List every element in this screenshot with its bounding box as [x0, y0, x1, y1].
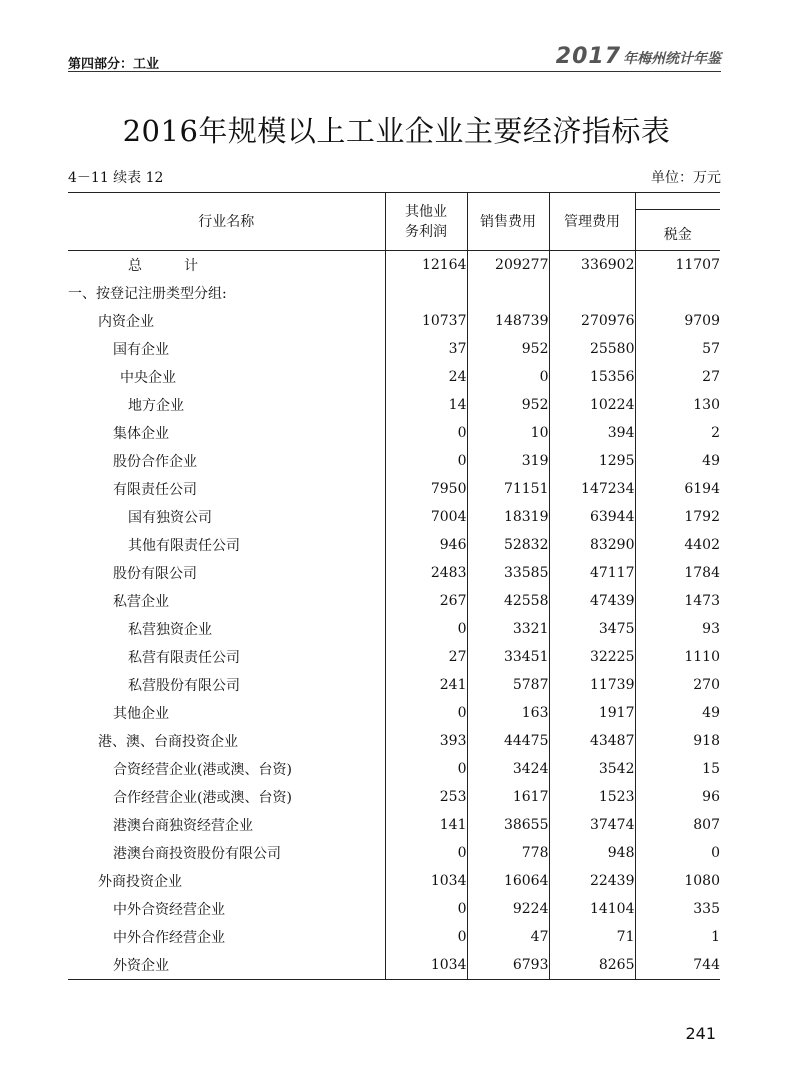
section-header: 第四部分：工业: [68, 57, 160, 72]
column-header-industry: 行业名称: [198, 213, 255, 230]
cell-admin-expense: 147234: [549, 475, 635, 503]
table-row: [68, 923, 720, 951]
row-label: 私营企业: [113, 594, 169, 610]
cell-admin-expense: 1523: [549, 783, 635, 811]
table-row: [68, 475, 720, 503]
cell-admin-expense: 43487: [549, 727, 635, 755]
row-label: 私营独资企业: [128, 622, 212, 638]
column-header-other-profit: [385, 193, 467, 251]
row-label: 地方企业: [128, 398, 184, 414]
cell-sales-expense: 71151: [467, 475, 549, 503]
cell-tax: 93: [635, 615, 720, 643]
cell-tax: 9709: [635, 307, 720, 335]
cell-sales-expense: 33451: [467, 643, 549, 671]
cell-admin-expense: 14104: [549, 895, 635, 923]
row-label: 中外合资经营企业: [113, 902, 225, 918]
cell-admin-expense: 47439: [549, 587, 635, 615]
row-label: 港澳台商独资经营企业: [113, 818, 253, 834]
row-label: 外商投资企业: [98, 874, 182, 890]
cell-sales-expense: 952: [467, 335, 549, 363]
row-label: 其他企业: [113, 706, 169, 722]
cell-sales-expense: 163: [467, 699, 549, 727]
cell-tax: 11707: [635, 251, 720, 280]
cell-other-profit: 7950: [385, 475, 467, 503]
row-label: 中外合作经营企业: [113, 930, 225, 946]
cell-admin-expense: 1917: [549, 699, 635, 727]
cell-other-profit: 0: [385, 923, 467, 951]
cell-sales-expense: 3321: [467, 615, 549, 643]
cell-other-profit: [385, 279, 467, 307]
cell-sales-expense: 5787: [467, 671, 549, 699]
cell-admin-expense: 63944: [549, 503, 635, 531]
table-row: [68, 839, 720, 867]
table-row: [68, 587, 720, 615]
row-label: 一、按登记注册类型分组:: [68, 286, 227, 302]
cell-tax: 4402: [635, 531, 720, 559]
cell-admin-expense: 32225: [549, 643, 635, 671]
table-row: [68, 671, 720, 699]
row-label: 港澳台商投资股份有限公司: [113, 846, 281, 862]
cell-tax: 807: [635, 811, 720, 839]
row-label: 有限责任公司: [113, 482, 197, 498]
cell-admin-expense: 1295: [549, 447, 635, 475]
cell-other-profit: 946: [385, 531, 467, 559]
table-row: [68, 503, 720, 531]
cell-tax: 0: [635, 839, 720, 867]
cell-sales-expense: 3424: [467, 755, 549, 783]
cell-sales-expense: 16064: [467, 867, 549, 895]
yearbook-year: 2017: [555, 44, 621, 69]
row-label: 股份合作企业: [113, 454, 197, 470]
cell-sales-expense: 52832: [467, 531, 549, 559]
cell-admin-expense: 8265: [549, 951, 635, 980]
cell-admin-expense: 3475: [549, 615, 635, 643]
cell-other-profit: 0: [385, 447, 467, 475]
column-header-sales-expense: 销售费用: [467, 193, 549, 251]
cell-sales-expense: [467, 279, 549, 307]
column-header-tax-text: 税金: [663, 226, 692, 243]
cell-tax: 96: [635, 783, 720, 811]
cell-tax: 15: [635, 755, 720, 783]
table-row: [68, 727, 720, 755]
row-label: 私营有限责任公司: [128, 650, 240, 666]
cell-admin-expense: 15356: [549, 363, 635, 391]
cell-sales-expense: 952: [467, 391, 549, 419]
row-label: 私营股份有限公司: [128, 678, 240, 694]
cell-admin-expense: 394: [549, 419, 635, 447]
cell-sales-expense: 6793: [467, 951, 549, 980]
cell-admin-expense: 22439: [549, 867, 635, 895]
cell-tax: 1: [635, 923, 720, 951]
cell-other-profit: 241: [385, 671, 467, 699]
cell-admin-expense: 3542: [549, 755, 635, 783]
cell-sales-expense: 33585: [467, 559, 549, 587]
row-label: 内资企业: [98, 314, 154, 330]
page-number: 241: [685, 1024, 716, 1043]
row-label: 总 计: [128, 258, 198, 274]
cell-other-profit: 24: [385, 363, 467, 391]
row-label: 国有独资公司: [128, 510, 212, 526]
cell-tax: 1080: [635, 867, 720, 895]
cell-tax: 335: [635, 895, 720, 923]
cell-other-profit: 12164: [385, 251, 467, 280]
table-row: [68, 447, 720, 475]
cell-sales-expense: 10: [467, 419, 549, 447]
table-row: [68, 895, 720, 923]
unit-label: 单位：万元: [651, 170, 721, 186]
cell-admin-expense: [549, 279, 635, 307]
cell-sales-expense: 778: [467, 839, 549, 867]
column-header-other-profit-text: 其他业 务利润: [405, 203, 447, 240]
table-row: [68, 391, 720, 419]
yearbook-header: [556, 44, 721, 69]
cell-other-profit: 0: [385, 839, 467, 867]
cell-sales-expense: 1617: [467, 783, 549, 811]
cell-other-profit: 10737: [385, 307, 467, 335]
table-row: [68, 279, 720, 307]
table-body: [68, 251, 720, 980]
table-row: [68, 559, 720, 587]
cell-tax: 744: [635, 951, 720, 980]
cell-tax: 270: [635, 671, 720, 699]
cell-other-profit: 27: [385, 643, 467, 671]
cell-tax: 49: [635, 699, 720, 727]
cell-sales-expense: 42558: [467, 587, 549, 615]
column-header-tax: [635, 193, 720, 251]
table-row: [68, 643, 720, 671]
row-label: 合作经营企业(港或澳、台资): [113, 790, 292, 806]
row-label: 股份有限公司: [113, 566, 197, 582]
cell-tax: 1110: [635, 643, 720, 671]
table-row: [68, 811, 720, 839]
cell-tax: 57: [635, 335, 720, 363]
cell-other-profit: 37: [385, 335, 467, 363]
cell-sales-expense: 38655: [467, 811, 549, 839]
cell-admin-expense: 47117: [549, 559, 635, 587]
table-row: [68, 335, 720, 363]
row-label: 港、澳、台商投资企业: [98, 734, 238, 750]
header-divider: [68, 71, 721, 72]
cell-other-profit: 0: [385, 419, 467, 447]
table-row: [68, 363, 720, 391]
cell-other-profit: 141: [385, 811, 467, 839]
table-row: [68, 251, 720, 280]
cell-admin-expense: 270976: [549, 307, 635, 335]
row-label: 集体企业: [113, 426, 169, 442]
cell-sales-expense: 18319: [467, 503, 549, 531]
cell-tax: 1473: [635, 587, 720, 615]
cell-other-profit: 7004: [385, 503, 467, 531]
cell-admin-expense: 83290: [549, 531, 635, 559]
cell-sales-expense: 47: [467, 923, 549, 951]
table-row: [68, 699, 720, 727]
cell-admin-expense: 25580: [549, 335, 635, 363]
row-label: 合资经营企业(港或澳、台资): [113, 762, 292, 778]
cell-admin-expense: 11739: [549, 671, 635, 699]
column-header-admin-expense: 管理费用: [549, 193, 635, 251]
row-label: 其他有限责任公司: [128, 538, 240, 554]
cell-tax: [635, 279, 720, 307]
cell-other-profit: 253: [385, 783, 467, 811]
cell-other-profit: 393: [385, 727, 467, 755]
cell-tax: 130: [635, 391, 720, 419]
cell-other-profit: 267: [385, 587, 467, 615]
table-row: [68, 615, 720, 643]
cell-other-profit: 0: [385, 615, 467, 643]
table-header-row: [68, 193, 720, 251]
cell-tax: 6194: [635, 475, 720, 503]
table-row: [68, 867, 720, 895]
cell-admin-expense: 336902: [549, 251, 635, 280]
row-label: 中央企业: [120, 370, 176, 386]
cell-other-profit: 1034: [385, 951, 467, 980]
tax-header-rule: [636, 209, 721, 210]
cell-sales-expense: 0: [467, 363, 549, 391]
table-number: 4－11 续表 12: [68, 170, 164, 186]
row-label: 国有企业: [113, 342, 169, 358]
cell-sales-expense: 319: [467, 447, 549, 475]
cell-sales-expense: 148739: [467, 307, 549, 335]
cell-tax: 2: [635, 419, 720, 447]
cell-other-profit: 1034: [385, 867, 467, 895]
cell-other-profit: 0: [385, 895, 467, 923]
cell-admin-expense: 71: [549, 923, 635, 951]
yearbook-name: 年梅州统计年鉴: [623, 51, 721, 67]
cell-other-profit: 0: [385, 699, 467, 727]
cell-other-profit: 14: [385, 391, 467, 419]
cell-tax: 1784: [635, 559, 720, 587]
table-row: [68, 755, 720, 783]
cell-tax: 1792: [635, 503, 720, 531]
row-label: 外资企业: [68, 951, 385, 980]
table-row: [68, 951, 720, 980]
cell-sales-expense: 9224: [467, 895, 549, 923]
page-title: 2016年规模以上工业企业主要经济指标表: [122, 114, 671, 148]
cell-tax: 27: [635, 363, 720, 391]
cell-tax: 918: [635, 727, 720, 755]
table-row: [68, 531, 720, 559]
cell-sales-expense: 209277: [467, 251, 549, 280]
cell-admin-expense: 37474: [549, 811, 635, 839]
cell-other-profit: 2483: [385, 559, 467, 587]
indicator-table: [68, 192, 720, 980]
table-row: [68, 307, 720, 335]
cell-admin-expense: 10224: [549, 391, 635, 419]
cell-other-profit: 0: [385, 755, 467, 783]
cell-admin-expense: 948: [549, 839, 635, 867]
cell-sales-expense: 44475: [467, 727, 549, 755]
table-row: [68, 783, 720, 811]
cell-tax: 49: [635, 447, 720, 475]
table-row: [68, 419, 720, 447]
